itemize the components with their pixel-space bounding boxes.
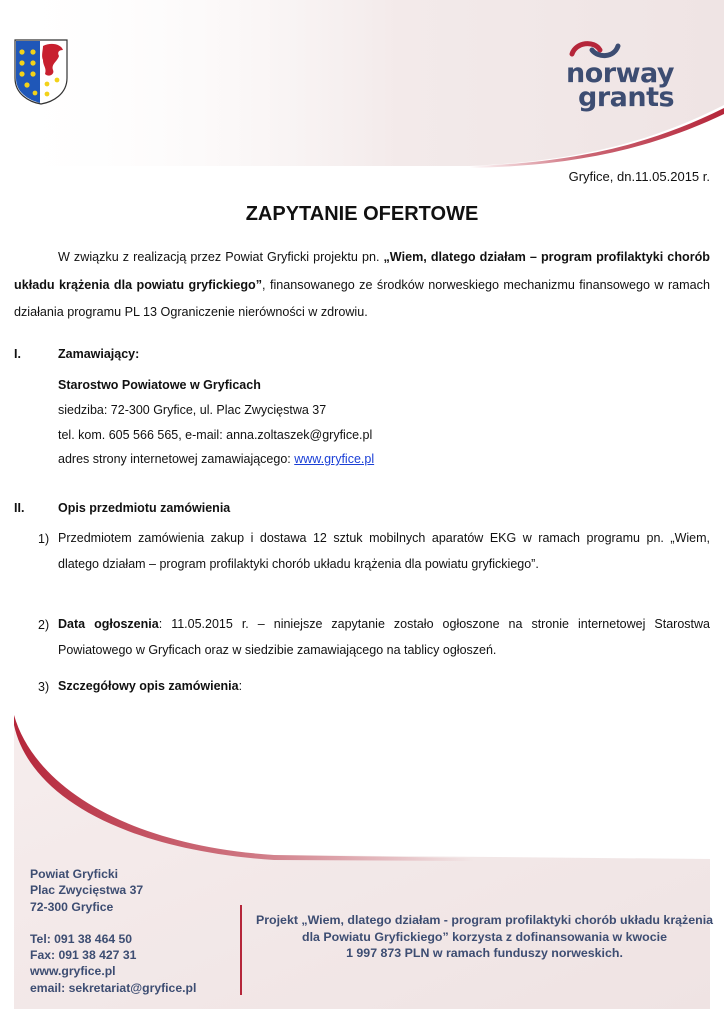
contracting-authority-address: siedziba: 72-300 Gryfice, ul. Plac Zwycięstwa 37 — [58, 403, 327, 417]
footer-note-line: Projekt „Wiem, dlatego działam - program profilaktyki chorób układu krążenia — [255, 913, 714, 927]
footer-address-block — [30, 866, 196, 996]
document-title: ZAPYTANIE OFERTOWE — [245, 203, 479, 225]
griffin-coat-of-arms-icon — [13, 38, 69, 106]
footer-spacer — [30, 915, 196, 931]
website-link[interactable]: www.gryfice.pl — [294, 452, 375, 466]
date-line: Gryfice, dn.11.05.2015 r. — [568, 169, 710, 184]
footer-line: Tel: 091 38 464 50 — [30, 931, 133, 946]
section2-number: II. — [14, 501, 25, 515]
list-item-3-text — [58, 674, 710, 700]
section1-heading: Zamawiający: — [58, 347, 140, 361]
list-item-2-number: 2) — [38, 618, 50, 632]
list-item-1-number: 1) — [38, 532, 50, 546]
footer-note-line: dla Powiatu Gryfickiego” korzysta z dofinansowania w kwocie — [302, 929, 667, 944]
footer-line: www.gryfice.pl — [30, 964, 116, 979]
section1-number: I. — [14, 347, 21, 361]
project-name: „Wiem, dlatego działam – program profilaktyki chorób układu krążenia dla powiatu gryfickiego” — [14, 250, 710, 292]
footer-line: email: sekretariat@gryfice.pl — [30, 980, 197, 995]
footer-project-note — [247, 912, 722, 962]
footer-line: Powiat Gryficki — [30, 867, 119, 881]
list-item-2-text — [58, 612, 710, 663]
list-item-2-label: Data ogłoszenia — [58, 617, 159, 631]
website-label: adres strony internetowej zamawiającego: — [58, 452, 295, 466]
footer-line: 72-300 Gryfice — [30, 899, 114, 914]
section2-heading: Opis przedmiotu zamówienia — [58, 501, 231, 515]
list-item-1-text: Przedmiotem zamówienia zakup i dostawa 12 sztuk mobilnych aparatów EKG w ramach programu pn. „Wiem, dlatego działam – program profilaktyki chorób układu krążenia dla powiatu gryfickiego”. — [58, 531, 710, 571]
list-item-3-number: 3) — [38, 680, 50, 694]
footer-line: Plac Zwycięstwa 37 — [30, 883, 144, 898]
intro-text-3: , finansowanego ze środków norweskiego mechanizmu finansowego w ramach działania programu PL 13 Ograniczenie nierówności w zdrowiu. — [14, 277, 710, 319]
list-item-2-body: : 11.05.2015 r. – niniejsze zapytanie zostało ogłoszone na stronie internetowej Starostwa Powiatowego w Gryficach oraz w siedzibie zamawiającego na tablicy ogłoszeń. — [58, 617, 710, 657]
intro-text-1: W związku z realizacją przez Powiat Gryficki projektu pn. — [58, 250, 384, 264]
logo-grants-text: grants — [578, 82, 675, 113]
list-item-3-body: : — [238, 679, 243, 693]
footer-note-line: 1 997 873 PLN w ramach funduszy norweskich. — [346, 946, 623, 960]
contracting-authority-contact: tel. kom. 605 566 565, e-mail: anna.zoltaszek@gryfice.pl — [58, 428, 373, 442]
footer-divider — [240, 905, 242, 995]
website-line — [58, 452, 374, 466]
logo-norway-text: norway — [566, 58, 675, 89]
footer-line: Fax: 091 38 427 31 — [30, 948, 137, 963]
norway-grants-swirl-icon — [566, 38, 626, 60]
norway-grants-logo — [566, 38, 686, 113]
contracting-authority-name: Starostwo Powiatowe w Gryficach — [58, 378, 261, 392]
intro-paragraph — [14, 244, 710, 327]
list-item-3-label: Szczegółowy opis zamówienia — [58, 679, 239, 693]
